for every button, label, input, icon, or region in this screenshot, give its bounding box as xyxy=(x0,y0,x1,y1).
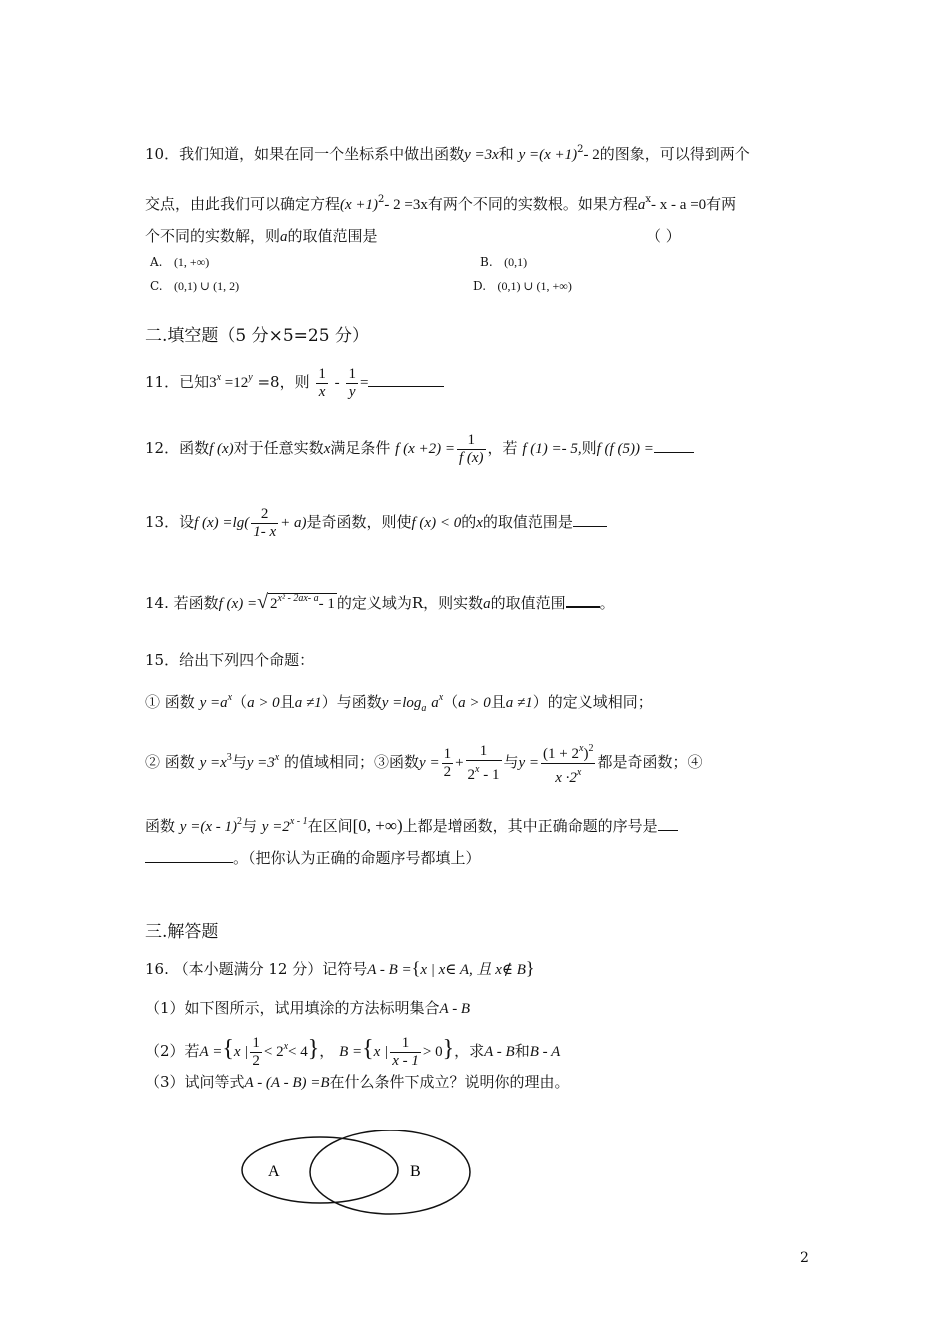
q10-line3: 个不同的实数解，则a的取值范围是 xyxy=(145,227,378,245)
page-number: 2 xyxy=(800,1250,809,1266)
option-d: D. (0,1) ∪ (1, +∞) xyxy=(473,279,572,293)
q10-line2: 交点，由此我们可以确定方程$(x +1)^2-$ 2 =3x有两个不同的实数根。如果方程$a^x-$ x - a =0有两 xyxy=(145,194,737,213)
set-b-ellipse[interactable] xyxy=(310,1130,470,1214)
q16-part3: （3）试问等式A - (A - B) =B在什么条件下成立？说明你的理由。 xyxy=(145,1073,570,1091)
option-a: A. (1, +∞) xyxy=(150,255,210,269)
section-fill-blank-heading: 二.填空题（5 分×5=25 分） xyxy=(145,326,369,346)
q15-answer-blank-1[interactable] xyxy=(658,816,678,831)
q14: 14. 若函数f (x) =√ $2^{x^2 - 2ax- a}-$ 1 的定义域为R，则实数a的取值范围 。 xyxy=(145,591,615,613)
q13: 13．设f (x) =lg( $\frac{2}{1- x}$ + a)是奇函数，则使f (x) < 0的x的取值范围是 xyxy=(145,500,607,545)
venn-diagram xyxy=(230,1130,480,1226)
q16-header: 16. （本小题满分 12 分）记符号A - B ={x | x∈ A, 且 x∉ B} xyxy=(145,958,535,978)
section-solution-heading: 三.解答题 xyxy=(145,922,219,942)
q13-answer-blank[interactable] xyxy=(573,512,607,527)
q10-line1: 10．我们知道，如果在同一个坐标系中做出函数y =3x和 $y =(x +1)^2-$ 2的图象，可以得到两个 xyxy=(145,144,750,163)
q11: 11．已知$3^x =12^y =8$，则 $\frac{1}{x}$ - $\frac{1}{y}$ = xyxy=(145,360,444,401)
q12: 12．函数f (x)对于任意实数x满足条件 f (x +2) = $\frac{1}{f (x)}$ ，若 f (1) =- 5,则f (f (5)) = xyxy=(145,428,694,469)
q12-answer-blank[interactable] xyxy=(654,438,694,453)
q11-answer-blank[interactable] xyxy=(368,372,444,387)
q15-prop2-3: ② 函数 $y =x^3$与$y =3^x$ 的值域相同；③函数y = $\frac{1}{2}$ + $\frac{1}{2^x - 1}$ 与y = $\frac{(1 + 2^x)^2}{x \cdot 2^x}$ 都是奇函数；④ xyxy=(145,736,702,787)
answer-paren: （ ） xyxy=(646,227,681,245)
q15-intro: 15．给出下列四个命题： xyxy=(145,651,315,669)
q14-answer-blank[interactable] xyxy=(566,592,600,608)
option-c: C. (0,1) ∪ (1, 2) xyxy=(150,279,240,293)
q15-prop4: 函数 y =(x - 1)$^2$与 $y =2^{x - 1}$在区间[0, +∞)上都是增函数，其中正确命题的序号是 xyxy=(145,812,678,837)
q15-tail: 。（把你认为正确的命题序号都填上） xyxy=(145,848,481,868)
set-b-label: B xyxy=(410,1163,421,1180)
q15-answer-blank-2[interactable] xyxy=(145,848,233,863)
set-a-label: A xyxy=(268,1163,280,1180)
q15-prop1: ① 函数 $y =a^x(a > 0$且a ≠1）与函数$y =\log_a$ $a^x(a > 0$且a ≠1）的定义域相同； xyxy=(145,692,653,714)
q16-part2: （2）若A ={x | $\frac{1}{2}$ < $2^x< 4$}， B ={x | $\frac{1}{x - 1}$ > 0}，求A - B和B - A xyxy=(145,1034,561,1069)
q16-part1: （1）如下图所示，试用填涂的方法标明集合A - B xyxy=(145,999,471,1017)
option-b: B. (0,1) xyxy=(480,255,528,269)
